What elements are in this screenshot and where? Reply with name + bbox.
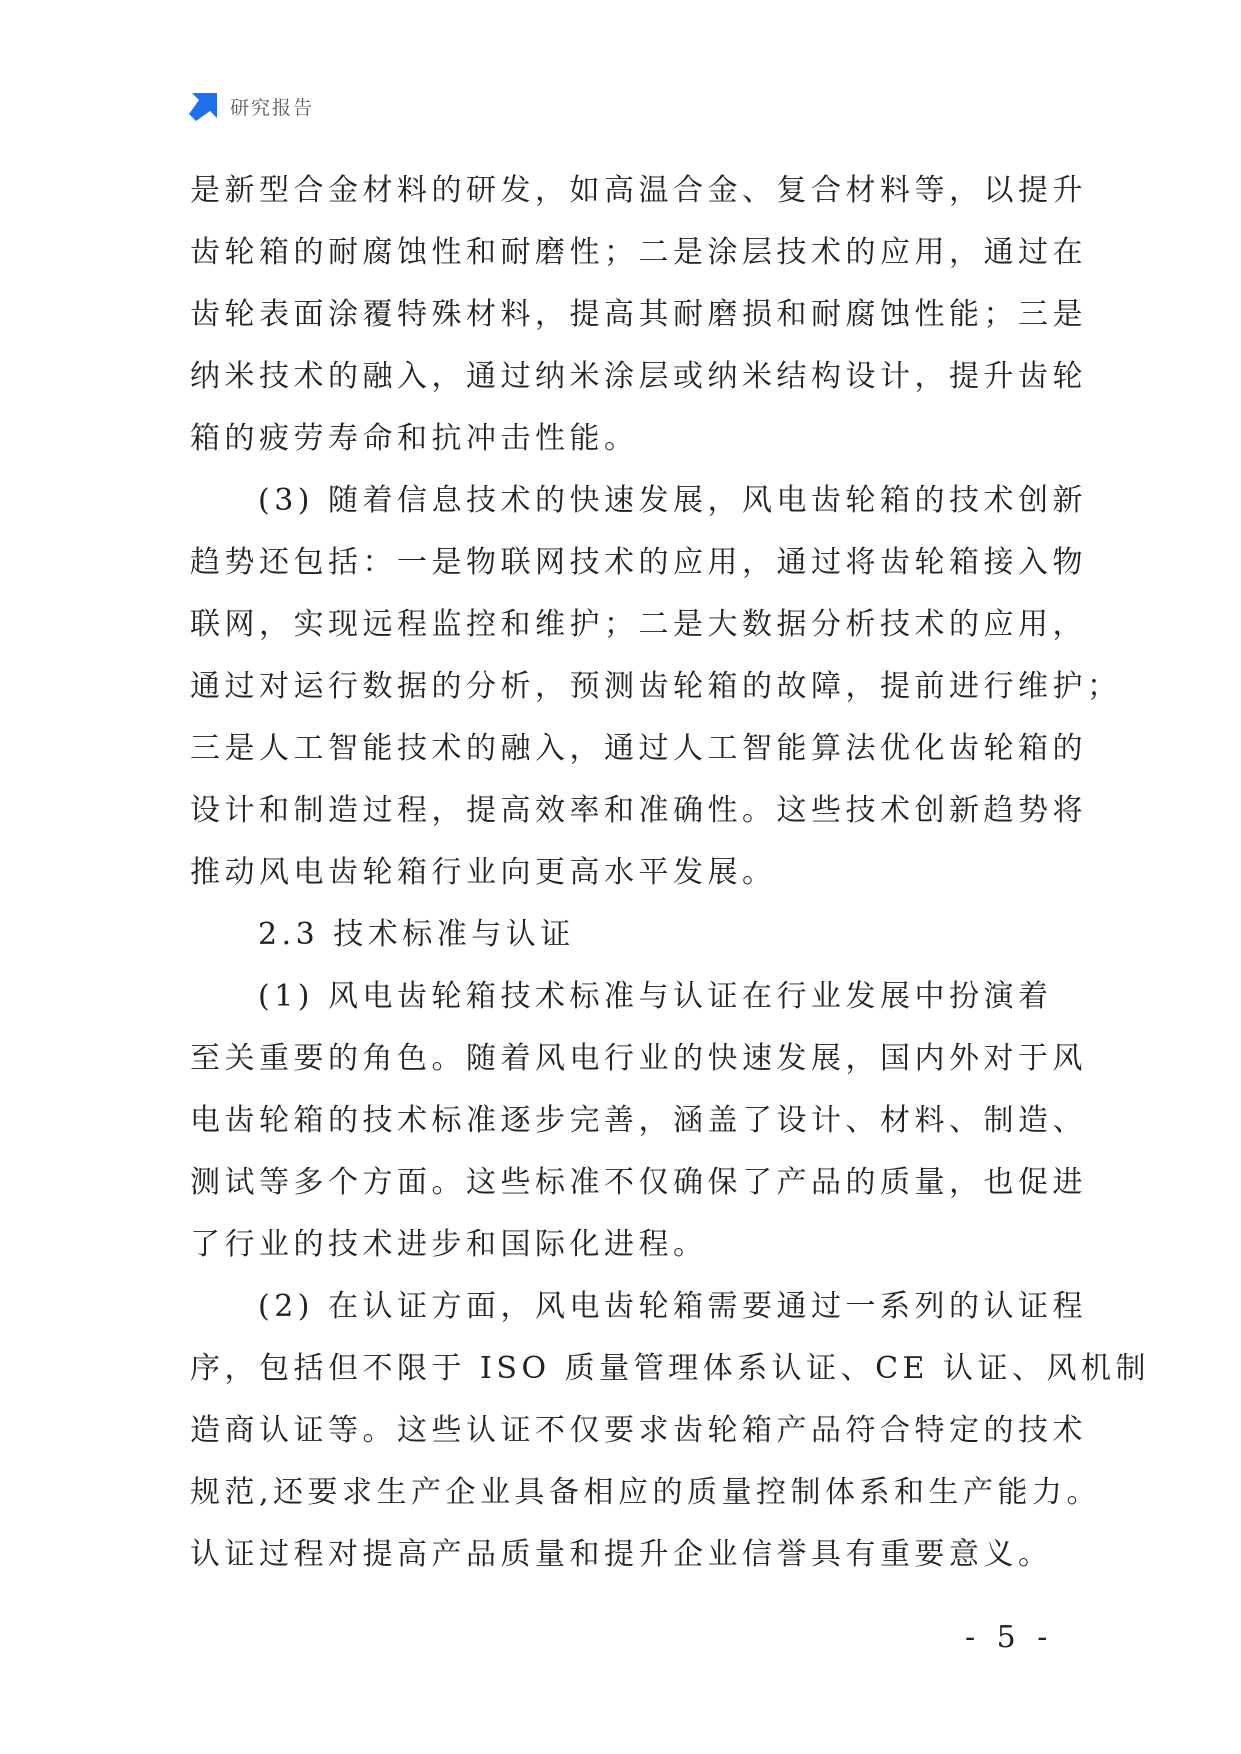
text-line: 电齿轮箱的技术标准逐步完善，涵盖了设计、材料、制造、 (190, 1103, 1087, 1138)
text-line: 推动风电齿轮箱行业向更高水平发展。 (190, 855, 777, 890)
text-line: 设计和制造过程，提高效率和准确性。这些技术创新趋势将 (190, 793, 1087, 828)
text-line: 认证过程对提高产品质量和提升企业信誉具有重要意义。 (190, 1537, 1053, 1572)
text-line: 纳米技术的融入，通过纳米涂层或纳米结构设计，提升齿轮 (190, 359, 1087, 394)
arrow-up-right-icon (188, 90, 220, 122)
text-line: 齿轮表面涂覆特殊材料，提高其耐磨损和耐腐蚀性能；三是 (190, 297, 1087, 332)
text-line: 了行业的技术进步和国际化进程。 (190, 1227, 708, 1262)
page-number: - 5 - (965, 1620, 1054, 1655)
text-line: (3) 随着信息技术的快速发展，风电齿轮箱的技术创新 (258, 483, 1088, 518)
page-header (188, 88, 314, 124)
document-body (190, 160, 1150, 1586)
text-line: 至关重要的角色。随着风电行业的快速发展，国内外对于风 (190, 1041, 1087, 1076)
text-line: 造商认证等。这些认证不仅要求齿轮箱产品符合特定的技术 (190, 1413, 1087, 1448)
text-line: 箱的疲劳寿命和抗冲击性能。 (190, 421, 639, 456)
text-line: 测试等多个方面。这些标准不仅确保了产品的质量，也促进 (190, 1165, 1087, 1200)
text-line: 是新型合金材料的研发，如高温合金、复合材料等，以提升 (190, 173, 1087, 208)
section-heading: 2.3 技术标准与认证 (258, 917, 575, 952)
text-line: (1) 风电齿轮箱技术标准与认证在行业发展中扮演着 (258, 979, 1053, 1014)
text-line: 趋势还包括：一是物联网技术的应用，通过将齿轮箱接入物 (190, 545, 1087, 580)
text-line: 序，包括但不限于 ISO 质量管理体系认证、CE 认证、风机制 (190, 1351, 1150, 1386)
text-line: 齿轮箱的耐腐蚀性和耐磨性；二是涂层技术的应用，通过在 (190, 235, 1087, 270)
text-line: 通过对运行数据的分析，预测齿轮箱的故障，提前进行维护； (190, 669, 1122, 704)
header-title: 研究报告 (230, 96, 315, 119)
text-line: 三是人工智能技术的融入，通过人工智能算法优化齿轮箱的 (190, 731, 1087, 766)
text-line: 联网，实现远程监控和维护；二是大数据分析技术的应用， (190, 607, 1087, 642)
text-line: (2) 在认证方面，风电齿轮箱需要通过一系列的认证程 (258, 1289, 1088, 1324)
text-line: 规范,还要求生产企业具备相应的质量控制体系和生产能力。 (190, 1475, 1102, 1510)
